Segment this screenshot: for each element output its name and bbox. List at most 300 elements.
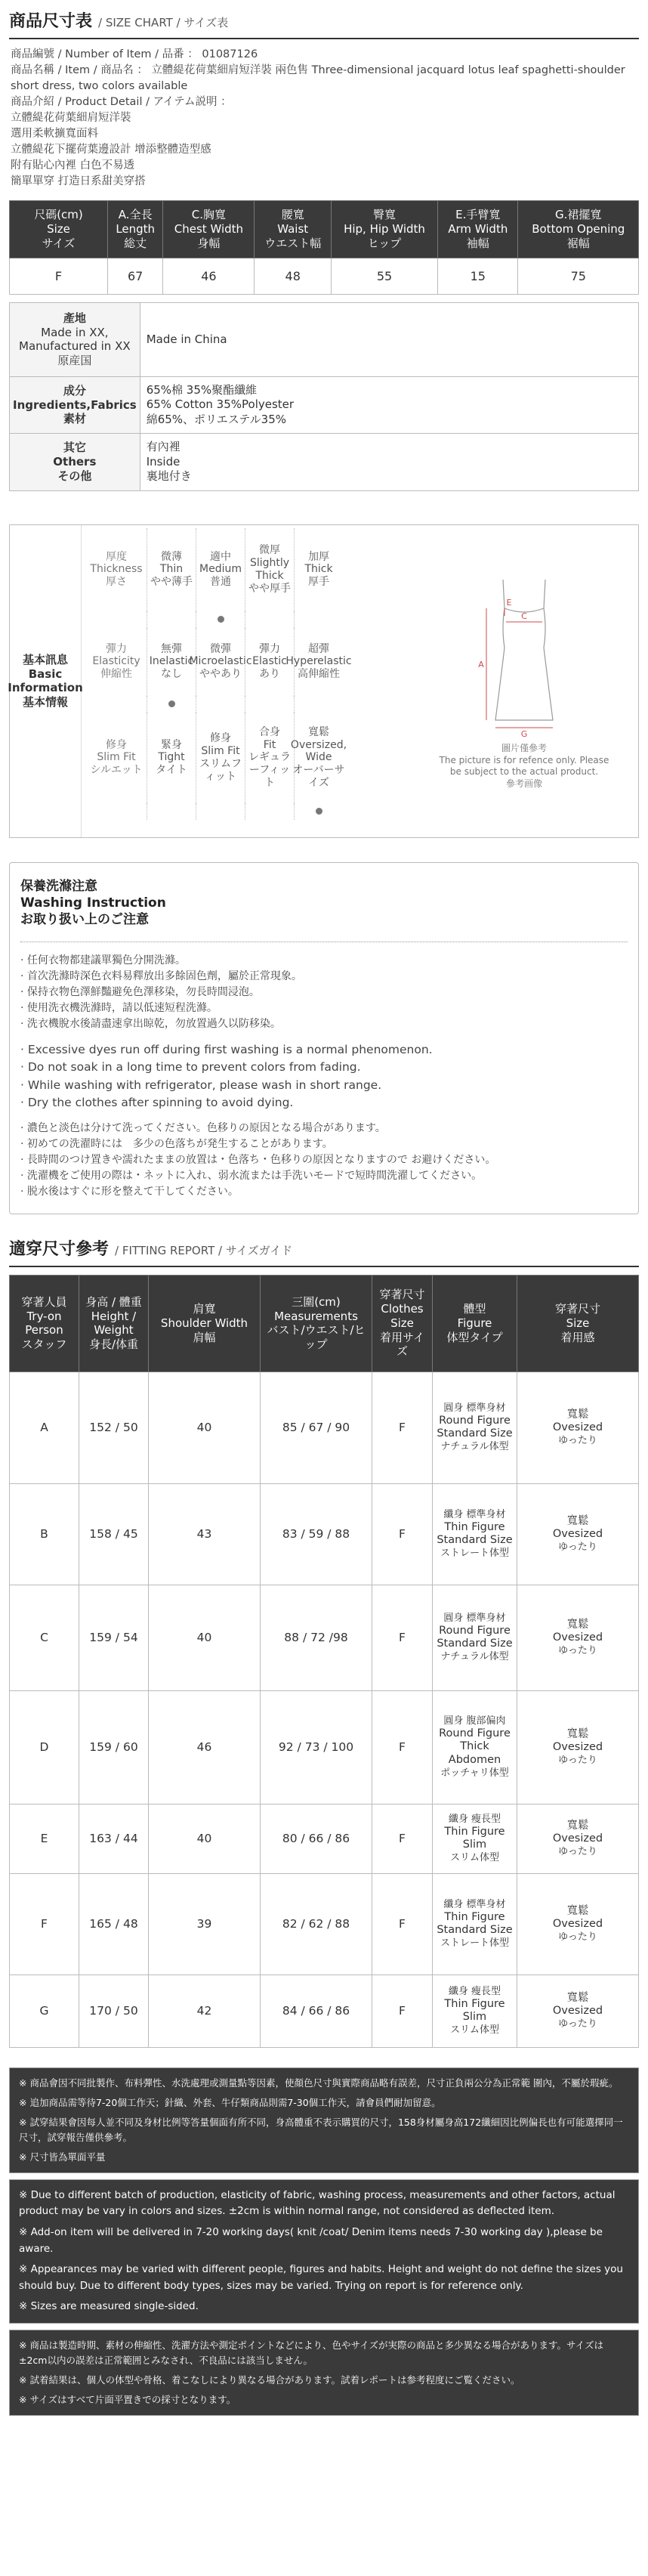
header-jp: ウエスト幅 <box>264 236 322 250</box>
row-label-jp: 伸縮性 <box>100 668 132 681</box>
figure-line: Standard Size <box>437 1637 513 1650</box>
size-header-chest <box>163 200 255 258</box>
header-zh: 穿著尺寸 <box>379 1288 425 1302</box>
product-info-line: 立體緹花下擺荷葉邊設計 增添整體造型感 <box>11 143 211 156</box>
fit-cell-person: F <box>10 1873 79 1975</box>
figure-note-zh: 圖片僅參考 <box>501 743 547 754</box>
size-cell: 67 <box>108 258 163 294</box>
option-en: Thin <box>159 563 184 576</box>
fit-line: 寬鬆 <box>566 1514 589 1527</box>
product-info-line: 簡單單穿 打造日系甜美穿搭 <box>11 175 146 187</box>
fit-cell-figure <box>433 1690 517 1804</box>
fit-header-height <box>79 1275 149 1371</box>
size-header-size <box>10 200 108 258</box>
figure-line: 圓身 標準身材 <box>443 1402 506 1414</box>
option-zh: 寬鬆 <box>308 725 329 738</box>
fit-label <box>86 713 147 803</box>
figure-line: 纖身 標準身材 <box>443 1898 506 1910</box>
size-cell: 75 <box>518 258 639 294</box>
option-en: Inelastic <box>149 655 194 668</box>
figure-line: 纖身 瘦長型 <box>448 1813 501 1825</box>
fitting-row <box>10 1371 639 1483</box>
washing-jp-list <box>20 1121 628 1200</box>
figure-line: ストレート体型 <box>440 1937 509 1949</box>
detail-table <box>9 302 639 491</box>
figure-line: Round Figure <box>439 1727 511 1739</box>
option-zh: 彈力 <box>259 642 280 655</box>
header-jp: 身長/体重 <box>88 1337 139 1352</box>
figure-line: Thin Figure <box>444 1520 505 1533</box>
fit-line: 寬鬆 <box>566 1904 589 1917</box>
value-line: 裏地付き <box>146 469 192 484</box>
notice-item: ※ 追加商品需等待7-20個工作天；針織、外套、牛仔類商品則需7-30個工作天，請會員們耐加留意。 <box>19 2096 441 2108</box>
fit-cell-size: F <box>372 1585 433 1690</box>
fit-cell-size: F <box>372 1804 433 1873</box>
fit-cell-hw: 163 / 44 <box>79 1804 149 1873</box>
figure-line: ナチュラル体型 <box>440 1440 509 1452</box>
header-en: Waist <box>277 221 309 236</box>
label-jp: その他 <box>57 469 92 483</box>
washing-item: · Dry the clothes after spinning to avoid dying. <box>20 1095 294 1109</box>
fit-line: ゆったり <box>558 2018 597 2030</box>
fitting-table-body <box>10 1371 639 2047</box>
header-jp: スタッフ <box>21 1337 67 1352</box>
fitting-row <box>10 1483 639 1585</box>
fit-line: ゆったり <box>558 1755 597 1767</box>
option-jp: やや薄手 <box>150 576 193 589</box>
fit-cell-size: F <box>372 1975 433 2047</box>
marker-slot <box>196 611 245 628</box>
thickness-option <box>294 528 343 611</box>
marker-slot <box>245 803 294 820</box>
header-en: Hip, Hip Width <box>344 221 425 236</box>
notice-item: ※ サイズはすべて片面平置きでの採寸となります。 <box>19 2393 236 2405</box>
fit-cell-fit <box>517 1483 639 1585</box>
fit-cell-hw: 170 / 50 <box>79 1975 149 2047</box>
row-label-jp: 厚さ <box>105 576 127 589</box>
fit-cell-fit <box>517 1371 639 1483</box>
fit-cell-shoulder: 42 <box>149 1975 261 2047</box>
size-cell: 48 <box>255 258 331 294</box>
basic-info <box>9 524 639 838</box>
header-zh: 三圍(cm) <box>292 1294 341 1309</box>
option-jp: 普通 <box>209 576 231 589</box>
fit-line: Ovesized <box>552 1832 603 1845</box>
marker-slot <box>147 803 196 820</box>
fit-cell-figure <box>433 1483 517 1585</box>
fit-line: 寬鬆 <box>566 1618 589 1631</box>
figure-line: ポッチャリ体型 <box>440 1767 509 1779</box>
fit-line: ゆったり <box>558 1645 597 1657</box>
option-zh: 微彈 <box>210 642 231 655</box>
basic-label-zh: 基本訊息 <box>22 652 68 666</box>
row-spacer <box>86 611 147 628</box>
selected-marker <box>218 616 224 623</box>
fitting-title: 適穿尺寸參考 <box>9 1240 110 1260</box>
figure-line: Standard Size <box>437 1427 513 1440</box>
thickness-row <box>86 528 410 611</box>
value-line: 有內裡 <box>146 440 181 454</box>
option-jp: なし <box>161 668 182 681</box>
header-jp: 着用サイズ <box>380 1330 424 1359</box>
header-jp: 袖幅 <box>466 236 489 250</box>
fit-header-fit <box>517 1275 639 1371</box>
header-en: Bottom Opening <box>532 221 625 236</box>
notice-item: ※ Appearances may be varied with different people, figures and habits. Height and weight do not define the sizes you should buy. Due to different body types, sizes may be varied. Trying on report is for reference only. <box>19 2263 623 2292</box>
fit-cell-shoulder: 40 <box>149 1804 261 1873</box>
fit-cell-person: D <box>10 1690 79 1804</box>
option-en: Slightly Thick <box>249 557 290 582</box>
thickness-option <box>245 528 294 611</box>
fitting-table <box>9 1275 639 2048</box>
fit-cell-hw: 158 / 45 <box>79 1483 149 1585</box>
washing-title-jp: お取り扱い上のご注意 <box>20 912 149 928</box>
option-jp: やや厚手 <box>248 582 291 595</box>
thickness-label <box>86 528 147 611</box>
notice-jp <box>9 2330 639 2416</box>
fitting-row <box>10 1873 639 1975</box>
fit-cell-fit <box>517 1585 639 1690</box>
size-header-bottom <box>518 200 639 258</box>
header-en: Chest Width <box>174 221 244 236</box>
product-info-line: 商品編號 / Number of Item / 品番 ： 01087126 <box>11 48 258 60</box>
detail-row-fabric <box>10 376 639 434</box>
product-info <box>9 39 639 200</box>
option-en: Elastic <box>252 655 287 668</box>
row-label-en: Thickness <box>90 563 143 576</box>
product-info-line: 商品名稱 / Item / 商品名 ： 立體緹花荷葉細肩短洋裝 兩色售 Three-dimensional jacquard lotus leaf spaghetti-shoulder short dress, two colors available <box>11 63 625 92</box>
option-zh: 合身 <box>259 725 280 738</box>
size-chart-header <box>9 3 639 39</box>
header-jp: 身幅 <box>197 236 221 250</box>
label-en: Made in XX, Manufactured in XX <box>19 325 131 354</box>
marker-slot <box>294 803 343 820</box>
header-jp: 裾幅 <box>566 236 590 250</box>
row-label-zh: 修身 <box>106 738 127 751</box>
washing-item: · 洗衣機脫水後請盡速拿出晾乾，勿放置過久以防移染。 <box>20 1018 281 1031</box>
figure-line: Round Figure <box>439 1624 511 1637</box>
option-zh: 修身 <box>210 732 231 745</box>
notice-item: ※ 商品會因不同批製作、布料彈性、水洗處理或測量點等因素，使顏色尺寸與實際商品略有誤差，尺寸正負兩公分為正常範 圍內，不屬於瑕疵。 <box>19 2077 619 2089</box>
option-en: Hyperelastic <box>285 655 352 668</box>
header-zh: 穿著尺寸 <box>554 1302 600 1316</box>
header-zh: A.全長 <box>118 208 153 222</box>
fit-cell-shoulder: 43 <box>149 1483 261 1585</box>
fit-line: 寬鬆 <box>566 1819 589 1832</box>
size-cell: 46 <box>163 258 255 294</box>
fit-option <box>196 713 245 803</box>
label-en: Ingredients,Fabrics <box>13 397 137 412</box>
fit-cell-size: F <box>372 1873 433 1975</box>
fit-cell-fit <box>517 1873 639 1975</box>
figure-line: Thin Figure <box>444 1910 505 1923</box>
fit-line: Ovesized <box>552 2005 603 2018</box>
notice-item: ※ 商品は製造時期、素材の伸縮性、洗濯方法や測定ポイントなどにより、色やサイズが実際の商品と多少異なる場合があります。サイズは±2cm以内の誤差は正常範囲とみなされ、不良品には該当しません。 <box>19 2339 603 2366</box>
fit-line: Ovesized <box>552 1528 603 1541</box>
measurement-figure <box>410 525 638 837</box>
label-zh: 成分 <box>63 383 86 397</box>
detail-label <box>10 434 140 491</box>
selected-marker <box>168 700 175 707</box>
fit-header-shoulder <box>149 1275 261 1371</box>
header-jp: ヒップ <box>367 236 402 250</box>
fit-cell-size: F <box>372 1371 433 1483</box>
product-info-line: 立體緹花荷葉細肩短洋裝 <box>11 111 131 124</box>
fit-option <box>290 713 347 803</box>
size-table-row <box>10 258 639 294</box>
header-zh: 臀寬 <box>372 208 396 222</box>
washing-instructions <box>9 862 639 1214</box>
fit-header-figure <box>433 1275 517 1371</box>
marker-slot <box>245 611 294 628</box>
elasticity-option <box>147 628 196 696</box>
figure-line: Standard Size <box>437 1534 513 1547</box>
detail-label <box>10 376 140 434</box>
washing-title <box>20 878 628 928</box>
header-jp: 肩幅 <box>193 1330 216 1344</box>
fit-cell-fit <box>517 1804 639 1873</box>
fit-line: 寬鬆 <box>566 1408 589 1421</box>
basic-label-en: Basic Information <box>8 666 83 695</box>
fit-cell-person: G <box>10 1975 79 2047</box>
figure-note <box>437 743 611 790</box>
marker-slot <box>196 696 245 713</box>
fit-cell-shoulder: 39 <box>149 1873 261 1975</box>
fitting-header-row <box>10 1275 639 1371</box>
washing-item: · Excessive dyes run off during first washing is a normal phenomenon. <box>20 1043 433 1057</box>
washing-item: · 洗濯機をご使用の際は・ネットに入れ、弱水流または手洗いモードで短時間洗濯してください。 <box>20 1170 483 1183</box>
fit-cell-person: C <box>10 1585 79 1690</box>
dress-diagram-icon <box>456 572 592 738</box>
marker-slot <box>196 803 245 820</box>
notice-item: ※ Add-on item will be delivered in 7-20 working days( knit /coat/ Denim items needs 7-30 working day ),please be aware. <box>19 2225 603 2255</box>
fig-label-c: C <box>521 611 527 622</box>
marker-slot <box>245 696 294 713</box>
washing-title-en: Washing Instruction <box>20 895 166 911</box>
fit-cell-shoulder: 40 <box>149 1371 261 1483</box>
fitting-header <box>9 1231 639 1267</box>
header-zh: C.胸寬 <box>191 208 227 222</box>
fit-marker-row <box>86 803 410 820</box>
header-en: Measurements <box>274 1309 358 1323</box>
thickness-option <box>147 528 196 611</box>
size-cell: F <box>10 258 108 294</box>
option-en: Tight <box>158 751 185 764</box>
basic-info-label <box>10 525 82 837</box>
figure-line: Round Figure <box>439 1414 511 1427</box>
fitting-row <box>10 1804 639 1873</box>
option-en: Fit <box>263 738 276 751</box>
fit-cell-figure <box>433 1873 517 1975</box>
elasticity-row <box>86 628 410 696</box>
fit-cell-fit <box>517 1690 639 1804</box>
figure-line: Thin Figure <box>444 1997 505 2010</box>
row-label-en: Elasticity <box>92 655 140 668</box>
option-en: Medium <box>199 563 242 576</box>
marker-slot <box>147 696 196 713</box>
option-zh: 微薄 <box>161 550 182 563</box>
fit-option <box>147 713 196 803</box>
elasticity-option <box>189 628 252 696</box>
header-en: Try-on Person <box>25 1309 63 1337</box>
washing-item: · 脱水後はすぐに形を整えて干してください。 <box>20 1186 239 1198</box>
washing-item: · 初めての洗濯時には 多少の色落ちが発生することがあります。 <box>20 1138 333 1151</box>
notice-en <box>9 2179 639 2324</box>
fit-line: Ovesized <box>552 1918 603 1931</box>
option-zh: 超彈 <box>308 642 329 655</box>
option-jp: オーバーサイズ <box>292 764 345 790</box>
option-jp: 厚手 <box>308 576 329 589</box>
fit-header-person <box>10 1275 79 1371</box>
notice-item: ※ 試穿結果會因每人並不同及身材比例等答量個面有所不同，身高體重不表示購買的尺寸，158身材屬身高172纖細因比例偏長也有可能選擇同一尺寸，試穿報告僅供參考。 <box>19 2116 623 2143</box>
fitting-subtitle: / FITTING REPORT / サイズガイド <box>115 1244 293 1258</box>
figure-line: Thick Abdomen <box>448 1740 501 1767</box>
row-label-jp: シルエット <box>90 764 143 777</box>
marker-slot <box>294 696 343 713</box>
fit-cell-meas: 85 / 67 / 90 <box>261 1371 372 1483</box>
fitting-row <box>10 1975 639 2047</box>
fit-cell-person: A <box>10 1371 79 1483</box>
header-en: Shoulder Width <box>160 1316 248 1330</box>
spacer <box>9 491 639 524</box>
figure-line: 圓身 腹部偏肉 <box>443 1715 506 1727</box>
header-zh: 體型 <box>463 1302 486 1316</box>
option-en: Slim Fit <box>201 745 240 758</box>
elasticity-label <box>86 628 147 696</box>
option-en: Oversized, Wide <box>290 738 347 764</box>
fit-cell-shoulder: 46 <box>149 1690 261 1804</box>
value-line: Made in China <box>146 332 227 346</box>
header-en: Size <box>47 221 70 236</box>
figure-line: スリム体型 <box>449 2024 499 2036</box>
fit-line: Ovesized <box>552 1741 603 1754</box>
label-zh: 其它 <box>63 441 86 455</box>
size-table <box>9 200 639 295</box>
detail-label <box>10 302 140 376</box>
option-zh: 加厚 <box>308 550 329 563</box>
thickness-option <box>196 528 245 611</box>
option-en: Microelastic <box>189 655 252 668</box>
page <box>0 3 648 2423</box>
option-jp: あり <box>259 668 280 681</box>
row-spacer <box>86 803 147 820</box>
figure-note-en: The picture is for refence only. Please be subject to the actual product. <box>439 754 609 778</box>
header-jp: 着用感 <box>560 1330 595 1344</box>
washing-item: · 長時間のつけ置きや濡れたままの放置は・色落ち・色移りの原因となりますので お避けください。 <box>20 1154 496 1167</box>
header-jp: 総丈 <box>124 236 147 250</box>
figure-line: 圓身 標準身材 <box>443 1612 506 1624</box>
product-info-line: 附有貼心內裡 白色不易透 <box>11 159 135 172</box>
fit-cell-hw: 159 / 60 <box>79 1690 149 1804</box>
header-zh: 肩寬 <box>193 1302 216 1316</box>
header-en: Figure <box>457 1316 492 1330</box>
fit-cell-shoulder: 40 <box>149 1585 261 1690</box>
header-en: Length <box>116 221 156 236</box>
fit-cell-fit <box>517 1975 639 2047</box>
fit-line: ゆったり <box>558 1931 597 1944</box>
fit-cell-hw: 152 / 50 <box>79 1371 149 1483</box>
elasticity-option <box>285 628 352 696</box>
fit-cell-size: F <box>372 1690 433 1804</box>
fit-cell-meas: 84 / 66 / 86 <box>261 1975 372 2047</box>
header-jp: バスト/ウエスト/ヒップ <box>267 1323 366 1352</box>
fit-header-measurements <box>261 1275 372 1371</box>
header-zh: 身高 / 體重 <box>85 1294 142 1309</box>
option-jp: スリムフィット <box>199 757 242 783</box>
size-cell: 55 <box>331 258 437 294</box>
fit-line: 寬鬆 <box>566 1991 589 2004</box>
value-line: 65%棉 35%聚酯纖維 <box>146 382 258 397</box>
size-chart-subtitle: / SIZE CHART / サイズ表 <box>98 16 229 29</box>
fit-row <box>86 713 410 803</box>
marker-slot <box>294 611 343 628</box>
washing-zh-list <box>20 953 628 1032</box>
label-en: Others <box>53 455 97 469</box>
size-header-length <box>108 200 163 258</box>
notice-item: ※ 試着結果は、個人の体型や骨格、着こなしにより異なる場合があります。試着レポートは参考程度にご覧ください。 <box>19 2373 520 2386</box>
option-zh: 微厚 <box>259 544 280 557</box>
washing-en-list <box>20 1041 628 1112</box>
detail-row-origin <box>10 302 639 376</box>
product-info-line: 選用柔軟擴寬面料 <box>11 127 98 140</box>
washing-title-zh: 保養洗滌注意 <box>20 878 97 894</box>
fit-cell-person: E <box>10 1804 79 1873</box>
header-zh: 尺碼(cm) <box>34 208 83 222</box>
fit-cell-meas: 88 / 72 /98 <box>261 1585 372 1690</box>
figure-line: ナチュラル体型 <box>440 1650 509 1662</box>
fit-line: ゆったり <box>558 1846 597 1858</box>
size-header-hip <box>331 200 437 258</box>
value-line: Inside <box>146 454 181 469</box>
washing-item: · 首次洗滌時深色衣料易釋放出多餘固色劑，屬於正常現象。 <box>20 970 302 983</box>
value-line: 綿65%、ポリエステル35% <box>146 412 287 426</box>
detail-row-others <box>10 434 639 491</box>
figure-line: スリム体型 <box>449 1851 499 1863</box>
figure-line: ストレート体型 <box>440 1547 509 1559</box>
size-header-waist <box>255 200 331 258</box>
washing-item: · 任何衣物都建議單獨色分開洗滌。 <box>20 954 186 967</box>
basic-info-grid <box>82 525 410 837</box>
label-jp: 原産国 <box>57 354 92 368</box>
option-jp: 高伸縮性 <box>298 668 340 681</box>
row-label-en: Slim Fit <box>97 751 136 764</box>
fitting-row <box>10 1585 639 1690</box>
row-label-zh: 彈力 <box>105 642 127 655</box>
header-jp: 体型タイプ <box>446 1330 503 1344</box>
figure-line: 纖身 瘦長型 <box>448 1985 501 1997</box>
fig-label-a: A <box>478 660 484 670</box>
washing-item: · 濃色と淡色は分けて洗ってください。色移りの原因となる場合があります。 <box>20 1122 386 1135</box>
notice-item: ※ Due to different batch of production, elasticity of fabric, washing process, measurements and other factors, actual product may be vary in colors and sizes. ±2cm is within normal range, not considered as deflected item. <box>19 2188 616 2218</box>
row-spacer <box>86 696 147 713</box>
fit-cell-hw: 165 / 48 <box>79 1873 149 1975</box>
fit-line: Ovesized <box>552 1421 603 1434</box>
fit-line: ゆったり <box>558 1435 597 1447</box>
size-cell: 15 <box>438 258 518 294</box>
size-table-header-row <box>10 200 639 258</box>
size-chart-title: 商品尺寸表 <box>9 12 93 31</box>
fit-line: 寬鬆 <box>566 1727 589 1740</box>
notice-item: ※ Sizes are measured single-sided. <box>19 2300 199 2313</box>
notice-item: ※ 尺寸皆為單面平量 <box>19 2151 106 2163</box>
fit-line: Ovesized <box>552 1631 603 1644</box>
option-zh: 適中 <box>209 550 231 563</box>
label-zh: 產地 <box>63 311 86 325</box>
row-label-zh: 厚度 <box>105 550 127 563</box>
fit-option <box>245 713 294 803</box>
option-jp: ややあり <box>199 668 242 681</box>
option-zh: 緊身 <box>160 738 182 751</box>
